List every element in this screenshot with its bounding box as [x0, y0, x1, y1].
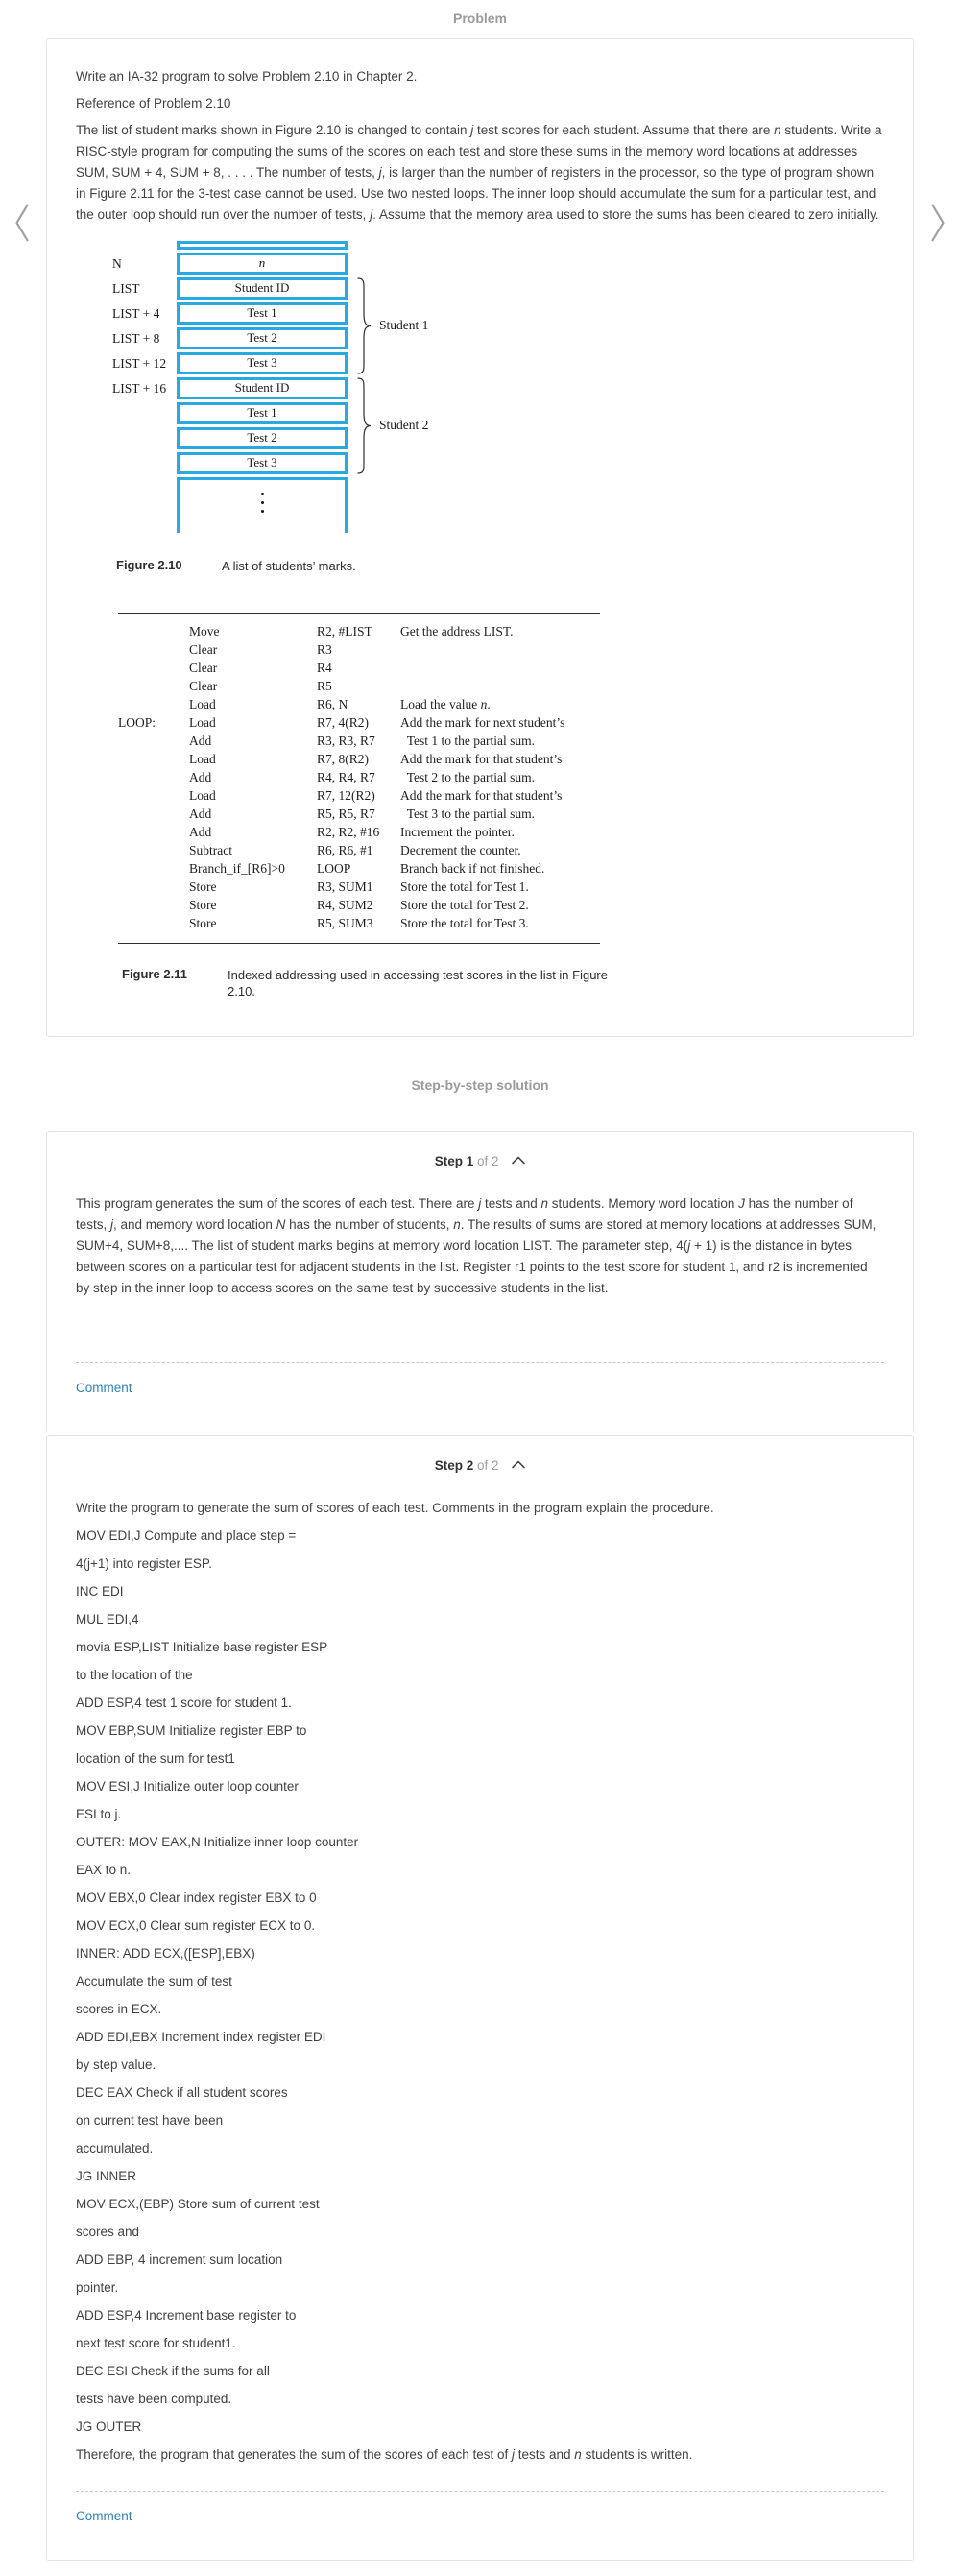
problem-statement-line: Write an IA-32 program to solve Problem 2.10 in Chapter 2. — [76, 69, 418, 84]
step-paragraph: DEC EAX Check if all student scores — [76, 2085, 288, 2100]
step-paragraph: MOV EDI,J Compute and place step = — [76, 1529, 297, 1543]
code-opcode: Store — [189, 916, 217, 930]
step-paragraph: INNER: ADD ECX,([ESP],EBX) — [76, 1946, 255, 1961]
problem-description: The list of student marks shown in Figure 2.10 is changed to contain j test scores for each student. Assume that there are n students. Write a RISC-style program for computing the sums of the scores on each test and store these sums in the memory word locations at addresses SUM, SUM + 4, SUM + 8, . . . . The number of tests, j, is larger than the number of registers in the processor, so the type of program shown in Figure 2.11 for the 3-test case cannot be used. Use two nested loops. The inner loop should accumulate the sum for a particular test, and the outer loop should run over the number of tests, j. Assume that the memory area used to store the sums has been cleared to zero initially. — [76, 123, 882, 222]
code-opcode: Add — [189, 734, 212, 748]
memory-address-label: LIST — [112, 281, 140, 296]
problem-reference-line: Reference of Problem 2.10 — [76, 96, 231, 110]
figure-2-11-caption — [122, 967, 884, 999]
figure-2-10-caption-text: A list of students’ marks. — [222, 559, 356, 573]
step-1-count: of 2 — [476, 1154, 499, 1168]
step-paragraph: location of the sum for test1 — [76, 1751, 235, 1766]
comment-divider — [76, 1362, 884, 1363]
step-1-header — [76, 1153, 884, 1168]
figure-2-10-memory-diagram — [76, 241, 575, 533]
memory-cell: Test 3 — [177, 352, 348, 374]
code-opcode: Subtract — [189, 843, 232, 857]
memory-address-label: LIST + 12 — [112, 356, 167, 371]
code-operands: R7, 12(R2) — [317, 788, 375, 803]
code-comment: Test 2 to the partial sum. — [400, 770, 536, 784]
step-paragraph: OUTER: MOV EAX,N Initialize inner loop counter — [76, 1835, 359, 1849]
ellipsis-dot — [261, 493, 264, 495]
memory-address-label — [76, 427, 177, 449]
step-paragraph: scores in ECX. — [76, 2002, 162, 2016]
code-comment — [400, 677, 600, 695]
step-2-header — [76, 1457, 884, 1473]
figure-2-11-caption-text: Indexed addressing used in accessing test scores in the list in Figure 2.10. — [228, 968, 608, 999]
step-1-comment-link[interactable]: Comment — [76, 1381, 132, 1395]
code-opcode: Clear — [189, 661, 218, 675]
step-paragraph: JG OUTER — [76, 2420, 142, 2434]
code-opcode: Move — [189, 624, 220, 638]
step-paragraph: EAX to n. — [76, 1863, 132, 1877]
chevron-up-icon[interactable] — [512, 1457, 525, 1472]
code-opcode: Clear — [189, 642, 218, 657]
step-1-body — [76, 1193, 884, 1337]
step-paragraph: next test score for student1. — [76, 2336, 236, 2350]
memory-list-tail — [76, 477, 575, 533]
code-line-label — [118, 768, 189, 786]
solution-section-header: Step-by-step solution — [411, 1077, 549, 1093]
problem-section-header: Problem — [452, 11, 507, 26]
figure-2-11-caption-label: Figure 2.11 — [122, 967, 187, 981]
step-paragraph: pointer. — [76, 2280, 119, 2295]
memory-cell: Test 2 — [177, 327, 348, 349]
memory-cell: Student ID — [177, 277, 348, 300]
ellipsis-dot — [261, 501, 264, 504]
ellipsis-dot — [261, 510, 264, 513]
code-comment: Increment the pointer. — [400, 825, 515, 839]
student-2-label: Student 2 — [379, 418, 429, 432]
step-paragraph: ADD EBP, 4 increment sum location — [76, 2252, 283, 2267]
step-paragraph: scores and — [76, 2225, 140, 2239]
step-paragraph: Write the program to generate the sum of scores of each test. Comments in the program explain the procedure. — [76, 1501, 714, 1515]
code-operands: R3 — [317, 642, 332, 657]
step-paragraph: on current test have been — [76, 2113, 224, 2128]
code-line-label — [118, 732, 189, 750]
code-line-label — [118, 805, 189, 823]
step-paragraph: MOV ECX,(EBP) Store sum of current test — [76, 2197, 320, 2211]
step-paragraph: MOV ECX,0 Clear sum register ECX to 0. — [76, 1918, 316, 1933]
step-paragraph: to the location of the — [76, 1668, 193, 1682]
code-opcode: Add — [189, 770, 212, 784]
code-operands: R4 — [317, 661, 332, 675]
step-paragraph: Therefore, the program that generates the sum of the scores of each test of j tests and n students is written. — [76, 2447, 693, 2462]
code-opcode: Load — [189, 697, 216, 711]
memory-row — [76, 277, 575, 300]
step-2-title: Step 2 — [434, 1458, 474, 1473]
memory-address-label — [76, 402, 177, 424]
memory-address-label — [76, 452, 177, 474]
code-operands: R7, 8(R2) — [317, 752, 369, 766]
code-operands: R4, SUM2 — [317, 898, 373, 912]
memory-cell-sliver — [177, 241, 348, 250]
code-opcode: Load — [189, 752, 216, 766]
code-comment: Add the mark for that student’s — [400, 752, 563, 766]
code-operands: R2, R2, #16 — [317, 825, 380, 839]
code-operands: R6, R6, #1 — [317, 843, 373, 857]
memory-row-ellipsis — [76, 477, 575, 533]
code-line-label — [118, 859, 189, 878]
code-line-label: LOOP: — [118, 715, 156, 730]
step-paragraph: ESI to j. — [76, 1807, 122, 1821]
code-line-label — [118, 659, 189, 677]
code-line-label — [118, 914, 189, 932]
memory-row — [76, 327, 575, 349]
step-1-card — [46, 1131, 914, 1432]
figure-2-10-caption-label: Figure 2.10 — [116, 558, 182, 572]
step-2-body — [76, 1498, 884, 2466]
step-2-comment-link[interactable]: Comment — [76, 2509, 132, 2523]
code-line-label — [118, 841, 189, 859]
chevron-right-icon — [927, 233, 948, 248]
memory-cell: Test 1 — [177, 402, 348, 424]
chevron-left-icon — [12, 233, 33, 248]
comment-divider — [76, 2491, 884, 2492]
step-paragraph: INC EDI — [76, 1584, 124, 1599]
problem-card — [46, 38, 914, 1037]
code-comment: Store the total for Test 3. — [400, 916, 529, 930]
code-operands: R3, SUM1 — [317, 879, 373, 894]
memory-row — [76, 377, 575, 399]
memory-row — [76, 253, 575, 275]
step-1-title: Step 1 — [434, 1154, 474, 1168]
code-opcode: Clear — [189, 679, 218, 693]
memory-row — [76, 452, 575, 474]
memory-row-top-sliver — [76, 241, 575, 250]
step-2-card — [46, 1435, 914, 2561]
step-paragraph: MOV EBX,0 Clear index register EBX to 0 — [76, 1890, 317, 1905]
figure-2-11-code-table — [118, 613, 600, 944]
memory-cell: Student ID — [177, 377, 348, 399]
code-operands: LOOP — [317, 861, 351, 876]
memory-address-label — [76, 241, 177, 250]
step-paragraph: Accumulate the sum of test — [76, 1974, 232, 1988]
code-operands: R5 — [317, 679, 332, 693]
chevron-up-icon[interactable] — [512, 1153, 525, 1168]
step-paragraph: DEC ESI Check if the sums for all — [76, 2364, 270, 2378]
code-comment — [400, 640, 600, 659]
code-line-label — [118, 677, 189, 695]
student-2-brace — [355, 377, 372, 474]
code-comment — [400, 659, 600, 677]
step-paragraph: MOV EBP,SUM Initialize register EBP to — [76, 1723, 307, 1738]
step-paragraph: accumulated. — [76, 2141, 154, 2155]
code-opcode: Add — [189, 825, 212, 839]
step-paragraph: MUL EDI,4 — [76, 1612, 139, 1626]
step-paragraph: JG INNER — [76, 2169, 137, 2183]
step-paragraph: movia ESP,LIST Initialize base register ESP — [76, 1640, 328, 1654]
code-listing — [118, 622, 600, 932]
code-comment: Get the address LIST. — [400, 624, 514, 638]
code-opcode: Store — [189, 898, 217, 912]
memory-cell: n — [177, 253, 348, 275]
memory-row — [76, 302, 575, 325]
code-operands: R7, 4(R2) — [317, 715, 369, 730]
code-operands: R5, SUM3 — [317, 916, 373, 930]
memory-address-label: N — [112, 256, 122, 271]
memory-address-label: LIST + 16 — [112, 381, 167, 396]
step-paragraph: 4(j+1) into register ESP. — [76, 1556, 212, 1571]
code-comment: Store the total for Test 2. — [400, 898, 529, 912]
code-comment: Add the mark for that student’s — [400, 788, 563, 803]
code-comment: Decrement the counter. — [400, 843, 521, 857]
memory-cell-open — [177, 477, 348, 533]
step-2-count: of 2 — [476, 1458, 499, 1473]
step-paragraph: This program generates the sum of the scores of each test. There are j tests and n students. Memory word location J has the number of tests, j, and memory word location N has the number of students, n. The results of sums are stored at memory locations at addresses SUM, SUM+4, SUM+8,.... The list of student marks begins at memory word location LIST. The parameter step, 4(j + 1) is the distance in bytes between scores on a particular test for adjacent students in the list. Register r1 points to the test score for student 1, and r2 is incremented by step in the inner loop to access scores on the same test by successive students in the list. — [76, 1196, 876, 1295]
code-line-label — [118, 878, 189, 896]
memory-list — [76, 241, 575, 474]
step-paragraph: ADD ESP,4 Increment base register to — [76, 2308, 297, 2323]
code-operands: R5, R5, R7 — [317, 807, 375, 821]
code-comment: Test 3 to the partial sum. — [400, 807, 536, 821]
code-opcode: Branch_if_[R6]>0 — [189, 861, 285, 876]
step-paragraph: ADD ESP,4 test 1 score for student 1. — [76, 1696, 292, 1710]
code-comment: Add the mark for next student’s — [400, 715, 565, 730]
code-operands: R4, R4, R7 — [317, 770, 375, 784]
step-paragraph: tests have been computed. — [76, 2392, 232, 2406]
step-paragraph: ADD EDI,EBX Increment index register EDI — [76, 2030, 326, 2044]
code-opcode: Load — [189, 715, 216, 730]
next-problem-button[interactable] — [924, 197, 952, 252]
code-comment: Test 1 to the partial sum. — [400, 734, 536, 748]
step-paragraph: by step value. — [76, 2058, 156, 2072]
code-operands: R3, R3, R7 — [317, 734, 375, 748]
memory-address-label — [76, 477, 177, 533]
memory-cell: Test 1 — [177, 302, 348, 325]
memory-address-label: LIST + 4 — [112, 306, 160, 321]
code-opcode: Add — [189, 807, 212, 821]
code-operands: R2, #LIST — [317, 624, 372, 638]
memory-row — [76, 427, 575, 449]
code-comment: Load the value n. — [400, 697, 491, 711]
step-paragraph: MOV ESI,J Initialize outer loop counter — [76, 1779, 299, 1794]
code-comment: Branch back if not finished. — [400, 861, 545, 876]
memory-address-label: LIST + 8 — [112, 331, 160, 346]
code-opcode: Store — [189, 879, 217, 894]
code-line-label — [118, 695, 189, 713]
code-line-label — [118, 786, 189, 805]
figure-2-10-caption — [116, 558, 884, 574]
code-line-label — [118, 823, 189, 841]
student-1-label: Student 1 — [379, 318, 429, 332]
code-operands: R6, N — [317, 697, 348, 711]
memory-cell: Test 3 — [177, 452, 348, 474]
code-opcode: Load — [189, 788, 216, 803]
code-comment: Store the total for Test 1. — [400, 879, 529, 894]
student-1-brace — [355, 277, 372, 374]
memory-row — [76, 352, 575, 374]
code-line-label — [118, 896, 189, 914]
prev-problem-button[interactable] — [8, 197, 36, 252]
memory-row — [76, 402, 575, 424]
memory-cell: Test 2 — [177, 427, 348, 449]
code-line-label — [118, 640, 189, 659]
code-line-label — [118, 750, 189, 768]
code-line-label — [118, 622, 189, 640]
